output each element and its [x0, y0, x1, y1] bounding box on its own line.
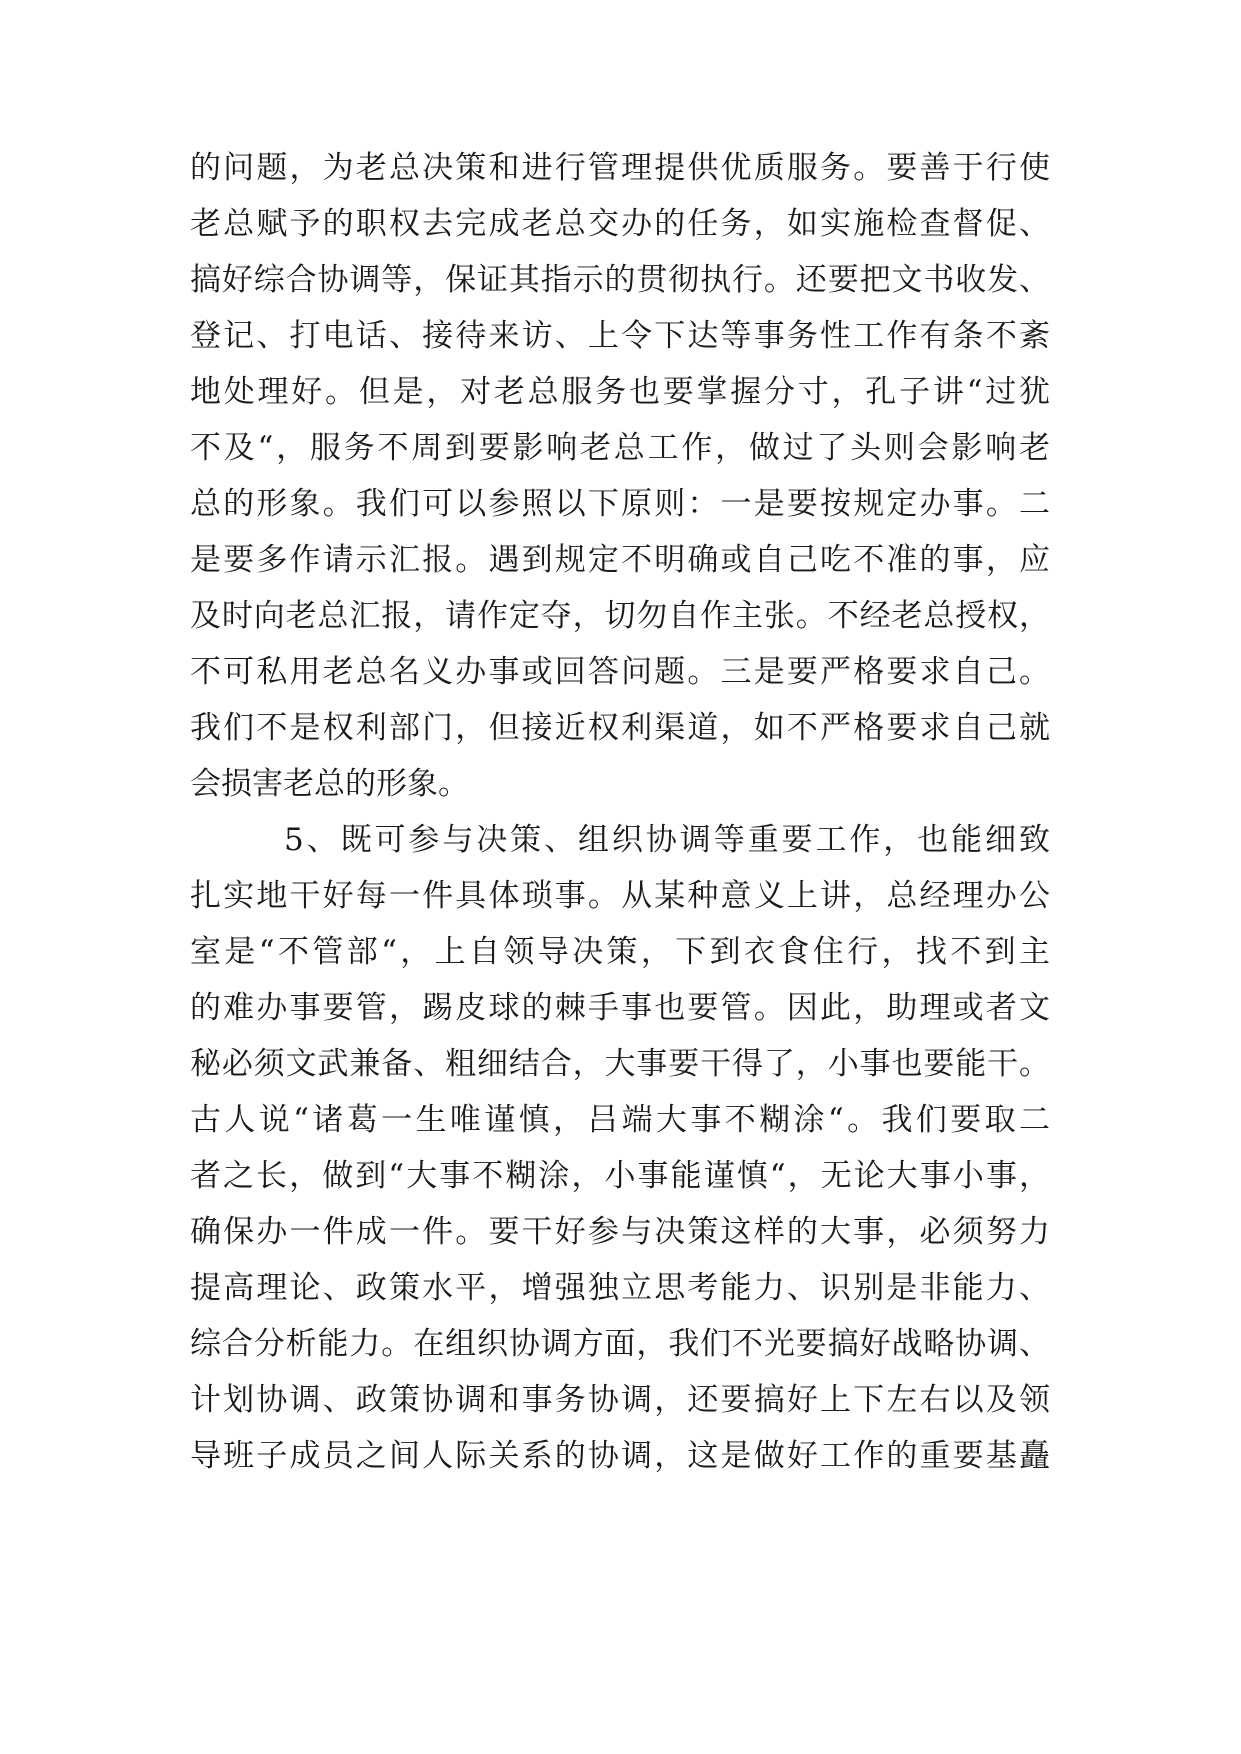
text-line: 计划协调、政策协调和事务协调，还要搞好上下左右以及领 [190, 1382, 1050, 1418]
text-line: 5、既可参与决策、组织协调等重要工作，也能细致 [284, 822, 1050, 858]
text-line: 室是“不管部“，上自领导决策，下到衣食住行，找不到主 [190, 934, 1050, 970]
paragraph-1 [190, 140, 1050, 812]
text-line: 不及“，服务不周到要影响老总工作，做过了头则会影响老 [190, 430, 1050, 466]
text-line: 不可私用老总名义办事或回答问题。三是要严格要求自己。 [190, 654, 1050, 690]
text-line: 古人说“诸葛一生唯谨慎，吕端大事不糊涂“。我们要取二 [190, 1102, 1050, 1138]
text-line: 老总赋予的职权去完成老总交办的任务，如实施检查督促、 [190, 206, 1050, 242]
text-line: 总的形象。我们可以参照以下原则：一是要按规定办事。二 [190, 486, 1050, 522]
text-line: 地处理好。但是，对老总服务也要掌握分寸，孔子讲“过犹 [190, 374, 1050, 410]
text-line: 的问题，为老总决策和进行管理提供优质服务。要善于行使 [190, 150, 1050, 186]
body-text [190, 140, 1050, 1484]
text-line: 综合分析能力。在组织协调方面，我们不光要搞好战略协调、 [190, 1326, 1050, 1362]
paragraph-2 [190, 812, 1050, 1484]
text-line: 导班子成员之间人际关系的协调，这是做好工作的重要基矗 [190, 1438, 1050, 1474]
text-line: 者之长，做到“大事不糊涂，小事能谨慎“，无论大事小事， [190, 1158, 1050, 1194]
text-line: 是要多作请示汇报。遇到规定不明确或自己吃不准的事，应 [190, 542, 1050, 578]
text-line: 的难办事要管，踢皮球的棘手事也要管。因此，助理或者文 [190, 990, 1050, 1026]
text-line: 提高理论、政策水平，增强独立思考能力、识别是非能力、 [190, 1270, 1050, 1306]
text-line: 及时向老总汇报，请作定夺，切勿自作主张。不经老总授权， [190, 598, 1050, 634]
text-line: 扎实地干好每一件具体琐事。从某种意义上讲，总经理办公 [190, 878, 1050, 914]
text-line: 秘必须文武兼备、粗细结合，大事要干得了，小事也要能干。 [190, 1046, 1050, 1082]
text-line: 搞好综合协调等，保证其指示的贯彻执行。还要把文书收发、 [190, 262, 1050, 298]
text-line: 登记、打电话、接待来访、上令下达等事务性工作有条不紊 [190, 318, 1050, 354]
text-line: 会损害老总的形象。 [190, 766, 469, 802]
text-line: 我们不是权利部门，但接近权利渠道，如不严格要求自己就 [190, 710, 1050, 746]
text-line: 确保办一件成一件。要干好参与决策这样的大事，必须努力 [190, 1214, 1050, 1250]
